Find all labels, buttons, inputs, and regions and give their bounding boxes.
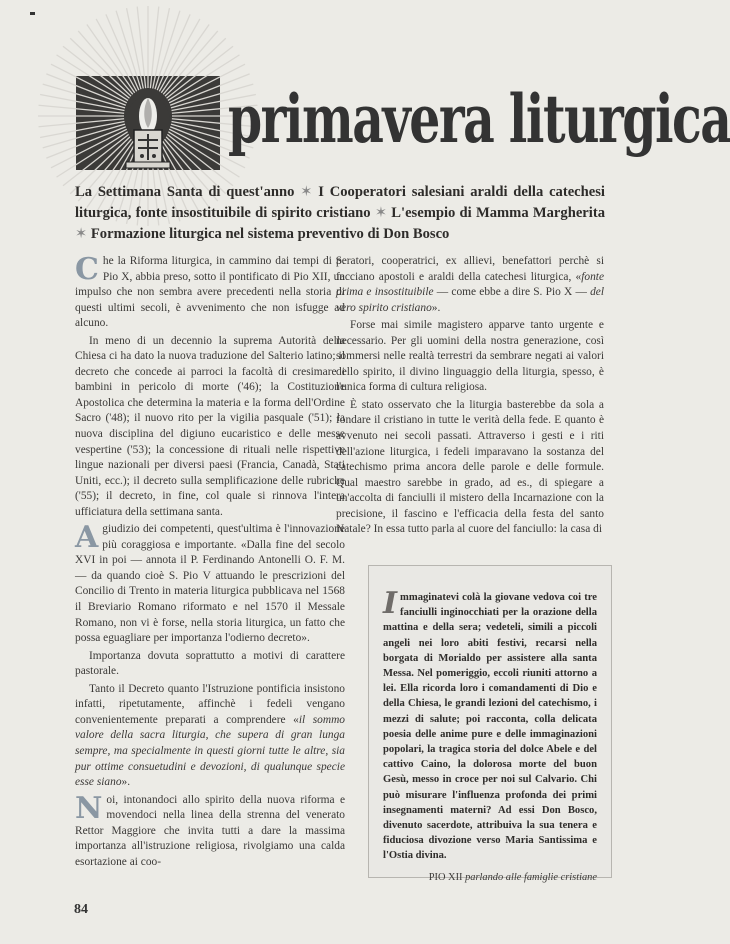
separator-icon: ✶ (300, 184, 313, 200)
paragraph: Importanza dovuta soprattutto a motivi di carattere pastorale. (75, 649, 345, 678)
subtitle-part: La Settimana Santa di quest'anno (75, 184, 295, 200)
quote-source (383, 872, 597, 883)
page-number: 84 (74, 902, 88, 917)
paragraph: In meno di un decennio la suprema Autorità della Chiesa ci ha dato la nuova traduzione del Salterio latino; il decreto che concede ai parroci la facoltà di cresimare i bambini in pericolo di morte ('46); la Costituzione Apostolica che determina la materia e la forma dell'Ordine Sacro ('48); il nuovo rito per la vigilia pasquale ('51); la nuova disciplina del digiuno eucaristico e delle messe vespertine ('53); la concessione di rituali nelle rispettive lingue nazionali per diversi paesi (Francia, Canadà, Stati Uniti, ecc.); il decreto sulla semplificazione delle rubriche ('55); il decreto, in fine, col quale si rinnova l'intera ufficiatura della settimana santa. (75, 334, 345, 518)
quote-body: mmaginatevi colà la giovane vedova coi tre fanciulli inginocchiati per la orazione della mattina e della sera; vedeteli, simili a piccoli angeli nei loro abiti festivi, recarsi nella borgata di Morialdo per assistere alla santa Messa. Nel pomeriggio, eccoli riuniti attorno a lei. Ella ricorda loro i comandamenti di Dio e della Chiesa, le grandi lezioni del catechismo, i mezzi di salute; poi racconta, colla delicata poesia delle anime pure e delle immaginazioni popolari, la tragica storia del dolce Abele e del cattivo Caino, la dolorosa morte del buon Gesù, messo in croce per noi sul Calvario. Chi può misurare l'influenza profonda dei primi insegnamenti materni? Ad essi Don Bosco, divenuto sacerdote, attribuiva la sua tenera e fiduciosa divozione verso Maria Santissima e l'Ostia divina. (383, 592, 597, 862)
separator-icon: ✶ (75, 226, 88, 242)
separator-icon: ✶ (374, 205, 388, 221)
subtitle-part: Formazione liturgica nel sistema preventivo di Don Bosco (90, 226, 450, 242)
paragraph (336, 254, 604, 316)
left-column (75, 254, 345, 872)
ray-line (137, 7, 145, 89)
quote-context: parlando alle famiglie cristiane (465, 871, 597, 883)
quote-box (368, 565, 612, 883)
paragraph-text: — come ebbe a dire S. Pio X — (433, 286, 591, 299)
print-mark (30, 12, 35, 15)
drop-cap: I (383, 586, 398, 621)
paragraph-text: giudizio dei competenti, quest'ultima è l'innovazione più coraggiosa e importante. «Dalla fine del secolo XVI in poi — annota il P. Ferdinando Antonelli O. F. M. — da quando cioè S. Pio V attuando le prescrizioni del Concilio di Trento in materia liturgica pubblicava nel 1568 il Breviario Romano riformato e nel 1570 il Messale Romano, non vi è forse, nella storia liturgica, un fatto che possa eguagliare per importanza l'odierno decreto». (75, 523, 345, 645)
paragraph: Forse mai simile magistero apparve tanto urgente e necessario. Per gli uomini della nostra generazione, così sommersi nelle realtà terrestri da sembrare negati ai valori dello spirito, il divino linguaggio della liturgia, spesso, è l'unica forma di cultura religiosa. (336, 319, 604, 394)
paragraph-text: ». (431, 301, 441, 314)
quote-italic: fonte prima e insostituibile (336, 270, 604, 299)
paragraph (75, 522, 345, 646)
paragraph (75, 790, 345, 871)
quote-text (383, 586, 597, 864)
subtitle-part: L'esempio di Mamma Margherita (391, 205, 605, 221)
page-title: primavera liturgica (228, 80, 730, 158)
paragraph-text: ». (121, 776, 131, 789)
paragraph (75, 682, 345, 791)
drop-cap: C (75, 252, 99, 287)
paragraph: È stato osservato che la liturgia basterebbe da sola a fondare il cristiano in tutte le verità della fede. E quanto è avvenuto nei secoli passati. Attraverso i gesti e i riti dell'azione liturgica, i fedeli imparavano la sostanza del catechismo prima ancora delle parole e delle formule. Qual maestro sarebbe in grado, ad es., di spiegare a un'accolta di fanciulli il mistero della Incarnazione con la precisione, il fascino e l'efficacia della festa del santo Natale? In essa tutto parla al cuore del fanciullo: la casa di (336, 398, 604, 536)
ray-line (150, 7, 158, 89)
right-column (336, 254, 604, 540)
quote-italic: del vero spirito cristiano (336, 286, 605, 314)
paragraph-text: Tanto il Decreto quanto l'Istruzione pontificia insistono infatti, ripetutamente, affinchè i fedeli vengano convenientemente preparati a comprendere « (75, 682, 345, 726)
paragraph-text: he la Riforma liturgica, in cammino dai tempi di S. Pio X, abbia preso, sotto il pontificato di Pio XII, un impulso che non sembra avere precedenti nella storia di questi ultimi secoli, è avvenimento che non isfugge ad alcuno. (75, 255, 345, 330)
paragraph (75, 254, 345, 332)
quote-italic: il sommo valore della sacra liturgia, che supera di gran lunga sempre, ma specialmente in questi giorni tutte le altre, sia pur ottime consuetudini e devozioni, di qualunque specie esse siano (75, 713, 346, 789)
paragraph-text: oi, intonandoci allo spirito della nuova riforma e movendoci nella linea della strenna del venerato Rettor Maggiore che invita tutti a dare la massima importanza all'istruzione religiosa, rivolgiamo una calda esortazione ai coo- (75, 793, 345, 868)
candle-emblem-icon (76, 76, 220, 170)
paragraph-text: peratori, cooperatrici, ex allievi, benefattori perchè si facciano apostoli e araldi della catechesi liturgica, « (336, 255, 604, 283)
subtitle-part: I Cooperatori salesiani araldi della catechesi liturgica, fonte insostituibile di spirito cristiano (75, 184, 605, 221)
quote-author: PIO XII (428, 871, 463, 883)
subtitle (75, 182, 605, 245)
drop-cap: N (75, 790, 103, 826)
drop-cap: A (75, 520, 99, 556)
